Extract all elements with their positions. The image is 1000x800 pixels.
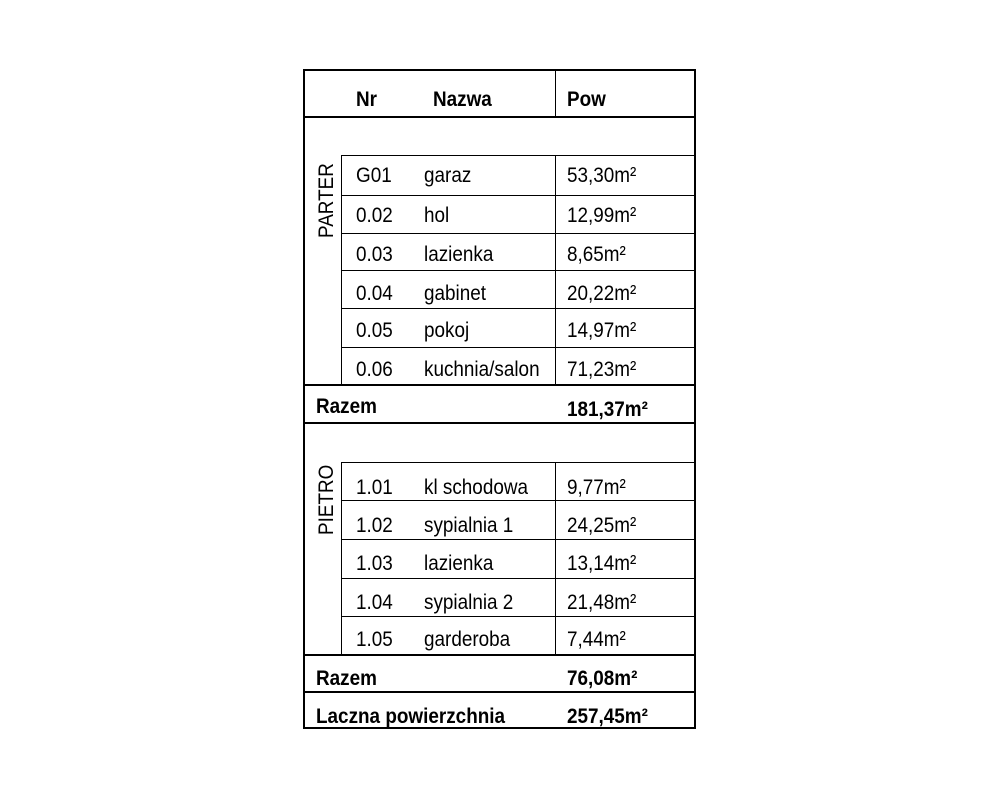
room-name: lazienka (424, 552, 494, 575)
row-separator (341, 155, 694, 156)
section-separator (305, 422, 694, 424)
section-bracket-pietro (341, 462, 342, 654)
header-divider (555, 71, 556, 116)
row-separator (341, 233, 694, 234)
row-separator (341, 308, 694, 309)
room-number: 1.02 (356, 514, 393, 537)
room-name: sypialnia 1 (424, 514, 514, 537)
room-area: 8,65m² (567, 243, 626, 266)
row-separator (341, 500, 694, 501)
section-total-label: Razem (316, 667, 377, 690)
room-area: 14,97m² (567, 319, 637, 342)
room-area: 21,48m² (567, 591, 637, 614)
room-area: 71,23m² (567, 358, 637, 381)
room-number: 0.06 (356, 358, 393, 381)
room-name: sypialnia 2 (424, 591, 514, 614)
row-separator (341, 578, 694, 579)
room-name: hol (424, 204, 450, 227)
row-separator (341, 270, 694, 271)
row-separator (341, 195, 694, 196)
section-total-value: 181,37m² (567, 398, 648, 421)
room-area-table (303, 69, 696, 729)
room-name: lazienka (424, 243, 494, 266)
room-area: 13,14m² (567, 552, 637, 575)
room-area: 9,77m² (567, 476, 626, 499)
grand-total-label: Laczna powierzchnia (316, 705, 506, 728)
room-name: kl schodowa (424, 476, 529, 499)
room-name: kuchnia/salon (424, 358, 540, 381)
row-separator (341, 462, 694, 463)
grand-total-value: 257,45m² (567, 705, 648, 728)
room-area: 53,30m² (567, 164, 637, 187)
room-number: 1.01 (356, 476, 393, 499)
room-number: 0.05 (356, 319, 393, 342)
room-name: garaz (424, 164, 472, 187)
area-column-divider (555, 462, 556, 654)
grand-total-separator (305, 691, 694, 693)
room-number: 1.04 (356, 591, 393, 614)
room-area: 20,22m² (567, 282, 637, 305)
room-number: 0.03 (356, 243, 393, 266)
section-total-separator (305, 384, 694, 386)
row-separator (341, 616, 694, 617)
section-total-separator (305, 654, 694, 656)
room-name: pokoj (424, 319, 470, 342)
section-total-label: Razem (316, 395, 377, 418)
room-number: 1.05 (356, 628, 393, 651)
header-nazwa: Nazwa (433, 88, 492, 111)
room-number: 0.04 (356, 282, 393, 305)
header-separator (305, 116, 694, 118)
room-number: G01 (356, 164, 392, 187)
header-pow: Pow (567, 88, 606, 111)
row-separator (341, 347, 694, 348)
row-separator (341, 539, 694, 540)
room-name: garderoba (424, 628, 511, 651)
room-number: 1.03 (356, 552, 393, 575)
room-area: 12,99m² (567, 204, 637, 227)
section-label-pietro: PIETRO (315, 464, 338, 535)
room-number: 0.02 (356, 204, 393, 227)
room-area: 7,44m² (567, 628, 626, 651)
room-name: gabinet (424, 282, 487, 305)
room-area: 24,25m² (567, 514, 637, 537)
section-total-value: 76,08m² (567, 667, 638, 690)
header-nr: Nr (356, 88, 378, 111)
section-label-parter: PARTER (315, 163, 338, 238)
